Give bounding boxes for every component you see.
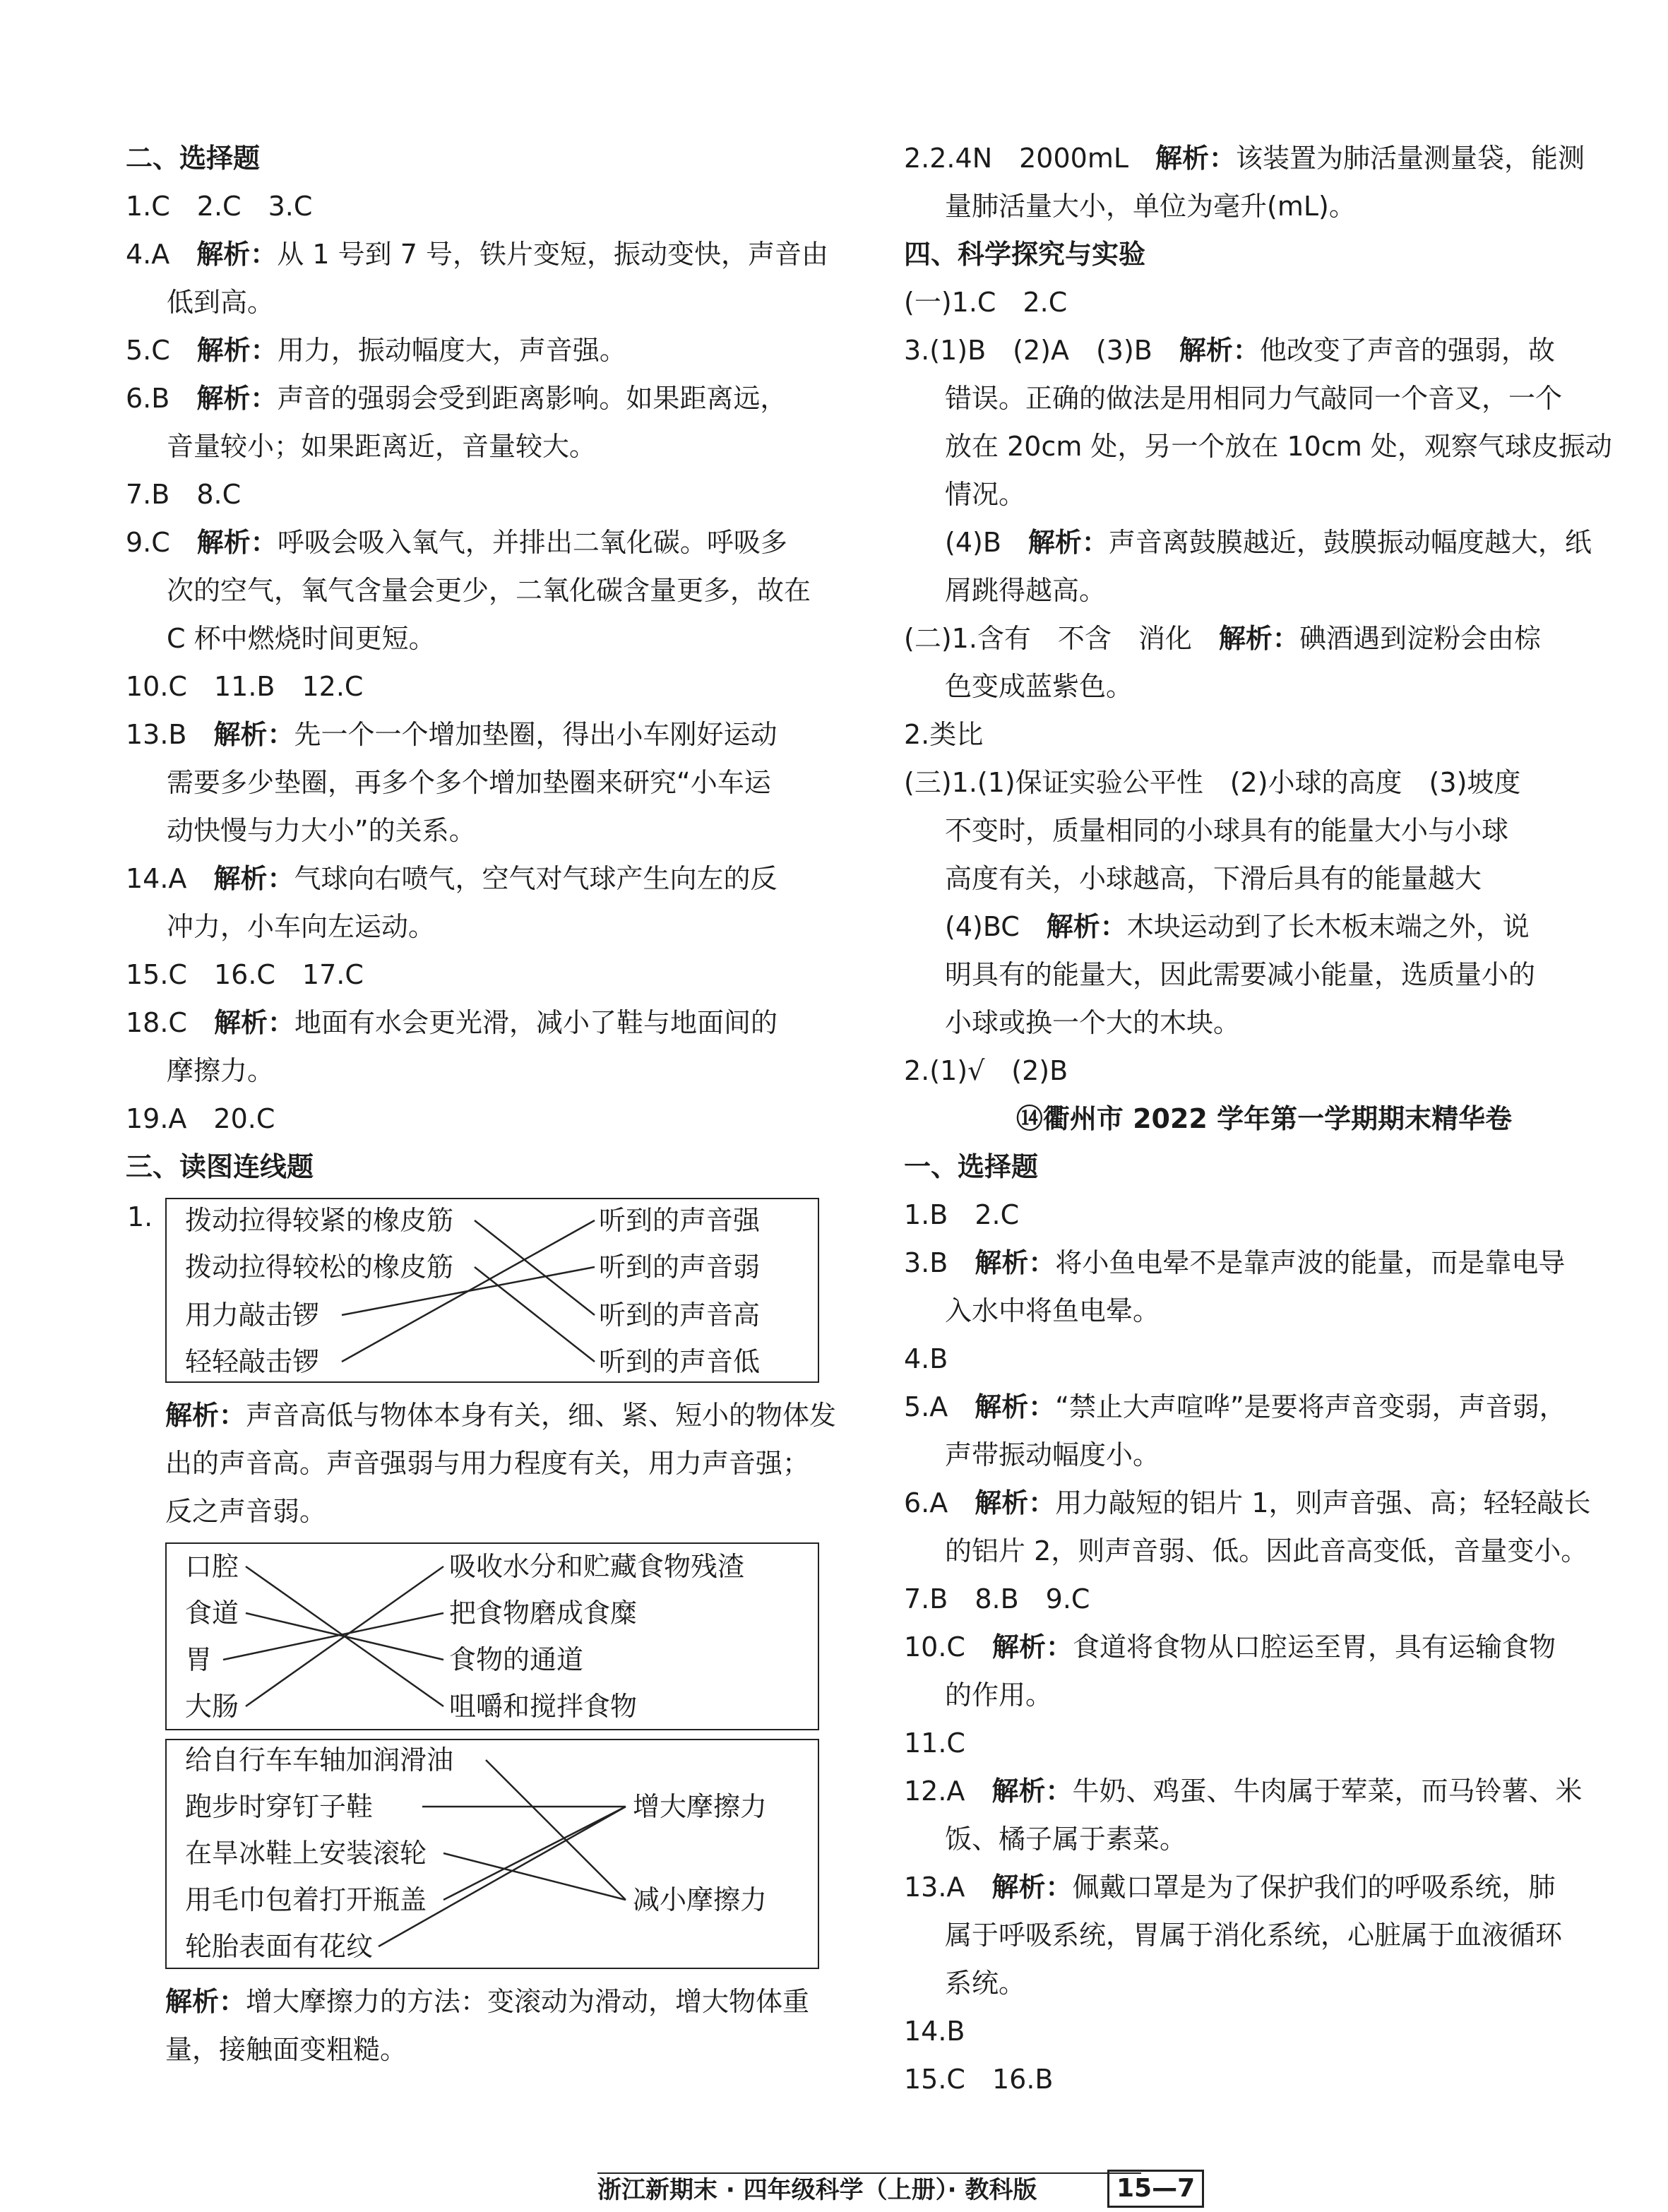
line-text: 3.B [904,1247,975,1278]
right-line [904,903,1624,951]
line-text: 2.类比 [904,719,984,750]
left-line [126,951,853,999]
line-text: 将小鱼电晕不是靠声波的能量，而是靠电导 [1055,1247,1566,1278]
line-text: 不变时，质量相同的小球具有的能量大小与小球 [945,815,1509,846]
line-text: 高度有关，小球越高，下滑后具有的能量越大 [945,863,1482,894]
connector-line [379,1807,626,1946]
match-right-item: 食物的通道 [449,1644,584,1675]
left-line [126,759,853,807]
right-line [904,999,1624,1047]
line-text: C 杯中燃烧时间更短。 [167,623,436,654]
analysis-label: 解析： [165,1986,246,2017]
left-line [126,134,853,182]
analysis-line [126,1978,853,2026]
right-line [904,662,1624,710]
match-number: 1. [127,1201,153,1232]
line-text: 放在 20cm 处，另一个放在 10cm 处，观察气球皮振动 [945,431,1612,462]
connecting-lines [167,1740,818,1968]
match-left-item: 用力敲击锣 [185,1300,320,1331]
friction-match-box [165,1739,819,1969]
line-text: 的铝片 2，则声音弱、低。因此音高变低，音量变小。 [945,1535,1588,1566]
item-number: 14.A [126,863,214,894]
line-text: 10.C 11.B 12.C [126,671,364,702]
right-line [904,759,1624,807]
line-text: 3.(1)B (2)A (3)B [904,335,1179,366]
left-line [126,807,853,855]
right-line [904,1335,1624,1383]
match-left-item: 大肠 [185,1691,239,1722]
line-text: 情况。 [945,479,1026,510]
analysis-line [126,1439,853,1487]
right-line [904,1671,1624,1719]
line-text: 地面有水会更光滑，减小了鞋与地面间的 [294,1007,778,1038]
item-number: 9.C [126,527,197,558]
right-line [904,1575,1624,1623]
line-text: (三)1.(1)保证实验公平性 (2)小球的高度 (3)坡度 [904,767,1521,798]
right-line [904,855,1624,903]
line-text: 2.(1)√ (2)B [904,1055,1068,1086]
line-text: 食道将食物从口腔运至胃，具有运输食物 [1072,1631,1556,1663]
analysis-line [126,2026,853,2074]
item-number: 4.A [126,239,197,270]
line-text: (一)1.C 2.C [904,287,1068,318]
line-text: 出的声音高。声音强弱与用力程度有关，用力声音强； [165,1448,810,1479]
right-line [904,2007,1624,2055]
line-text: 次的空气，氧气含量会更少，二氧化碳含量更多，故在 [167,575,811,606]
analysis-label: 解析： [196,527,278,558]
right-line [904,1047,1624,1095]
line-text: 冲力，小车向左运动。 [167,911,436,942]
line-text: 小球或换一个大的木块。 [945,1007,1241,1038]
match-right-item: 咀嚼和搅拌食物 [449,1691,638,1722]
analysis-label: 解析： [975,1487,1056,1518]
left-line [126,470,853,518]
analysis-label: 解析： [196,383,278,414]
item-number: 13.B [126,719,214,750]
left-line [126,230,853,278]
line-text: 声音的强弱会受到距离影响。如果距离远， [277,383,787,414]
sound-match-box [127,1198,819,1383]
line-text: 声带振动幅度小。 [945,1439,1160,1470]
left-line [126,1095,853,1143]
connector-line [443,1853,626,1900]
match-left-item: 用毛巾包着打开瓶盖 [185,1884,427,1915]
line-text: 增大摩擦力的方法：变滚动为滑动，增大物体重 [246,1986,810,2017]
line-text: 14.B [904,2016,965,2047]
right-line [904,1863,1624,1911]
analysis-label: 解析： [975,1247,1056,1278]
analysis-label: 解析： [1179,335,1260,366]
line-text: 入水中将鱼电晕。 [945,1295,1160,1326]
line-text: 5.A [904,1391,975,1422]
line-text: 1.B 2.C [904,1199,1020,1230]
match-right-item: 听到的声音低 [599,1346,761,1377]
left-line [126,566,853,614]
connector-line [443,1807,626,1900]
right-line [904,1191,1624,1239]
line-text: (4)BC [945,911,1047,942]
line-text: 从 1 号到 7 号，铁片变短，振动变快，声音由 [277,239,828,270]
left-line [126,1047,853,1095]
line-text: 反之声音弱。 [165,1496,327,1527]
line-text: 三、读图连线题 [126,1151,314,1182]
left-line [126,182,853,230]
line-text: 音量较小；如果距离近，音量较大。 [167,431,597,462]
connector-line [486,1760,626,1900]
right-line [904,614,1624,662]
page-number: 15—7 [1107,2170,1204,2208]
connector-line [475,1267,595,1362]
match-left-item: 拨动拉得较松的橡皮筋 [185,1251,454,1283]
analysis-label: 解析： [196,239,278,270]
analysis-label: 解析： [1046,911,1127,942]
connecting-lines [167,1199,818,1381]
left-line [126,326,853,374]
analysis-label: 解析： [991,1776,1073,1807]
right-line [904,2055,1624,2103]
right-line [904,518,1624,566]
line-text: 动快慢与力大小”的关系。 [167,815,476,846]
line-text: 屑跳得越高。 [945,575,1107,606]
line-text: 2.2.4N 2000mL [904,143,1156,174]
line-text: 四、科学探究与实验 [904,239,1146,270]
line-text: 先一个一个增加垫圈，得出小车刚好运动 [294,719,778,750]
analysis-line [126,1487,853,1535]
match-left-item: 口腔 [185,1551,239,1582]
line-text: 他改变了声音的强弱，故 [1259,335,1555,366]
right-line [904,1719,1624,1767]
line-text: (二)1.含有 不含 消化 [904,623,1219,654]
right-line [904,182,1624,230]
line-text: 属于呼吸系统，胃属于消化系统，心脏属于血液循环 [945,1920,1563,1951]
line-text: 的作用。 [945,1679,1053,1711]
right-line [904,1911,1624,1959]
line-text: 佩戴口罩是为了保护我们的呼吸系统，肺 [1072,1872,1556,1903]
right-line [904,1959,1624,2007]
analysis-label: 解析： [975,1391,1056,1422]
analysis-label: 解析： [991,1872,1073,1903]
right-line [904,1767,1624,1815]
left-column [126,134,853,2074]
line-text: 色变成蓝紫色。 [945,671,1133,702]
left-line [126,614,853,662]
item-number: 5.C [126,335,197,366]
right-line [904,807,1624,855]
connecting-lines [167,1544,818,1729]
left-line [126,710,853,759]
left-line [126,903,853,951]
right-line [904,278,1624,326]
match-left-item: 胃 [185,1644,213,1675]
right-line [904,1287,1624,1335]
right-line [904,1479,1624,1527]
left-line [126,518,853,566]
match-right-item: 吸收水分和贮藏食物残渣 [449,1551,745,1582]
line-text: 12.A [904,1776,992,1807]
line-text: 呼吸会吸入氧气，并排出二氧化碳。呼吸多 [277,527,787,558]
right-line [904,1239,1624,1287]
line-text: 需要多少垫圈，再多个多个增加垫圈来研究“小车运 [167,767,771,798]
line-text: 4.B [904,1343,948,1374]
left-line [126,278,853,326]
analysis-label: 解析： [1218,623,1299,654]
match-right-item: 减小摩擦力 [633,1884,768,1915]
line-text: 19.A 20.C [126,1103,275,1134]
line-text: 量，接触面变粗糙。 [165,2034,407,2065]
match-left-item: 食道 [185,1598,239,1629]
match-left-item: 给自行车车轴加润滑油 [185,1744,454,1776]
match-left-item: 轻轻敲击锣 [185,1346,320,1377]
left-line [126,422,853,470]
match-right-item: 听到的声音高 [599,1300,761,1331]
analysis-label: 解析： [213,1007,294,1038]
line-text: 气球向右喷气，空气对气球产生向左的反 [294,863,778,894]
analysis-label: 解析： [991,1631,1073,1663]
analysis-line [126,1391,853,1439]
line-text: 木块运动到了长木板末端之外，说 [1126,911,1530,942]
line-text: 一、选择题 [904,1151,1039,1182]
connector-line [342,1220,595,1362]
line-text: 低到高。 [167,287,275,318]
line-text: 1.C 2.C 3.C [126,191,313,222]
line-text: 7.B 8.B 9.C [904,1583,1090,1615]
match-right-item: 增大摩擦力 [633,1791,768,1822]
right-line [904,326,1624,374]
item-number: 6.B [126,383,197,414]
line-text: 15.C 16.B [904,2064,1054,2095]
right-line [904,1383,1624,1431]
line-text: 饭、橘子属于素菜。 [945,1824,1187,1855]
line-text: 系统。 [945,1968,1026,1999]
analysis-label: 解析： [1027,527,1109,558]
right-line [904,134,1624,182]
line-text: 牛奶、鸡蛋、牛肉属于荤菜，而马铃薯、米 [1072,1776,1583,1807]
left-line [126,855,853,903]
line-text: 声音离鼓膜越近，鼓膜振动幅度越大，纸 [1108,527,1592,558]
left-line [126,374,853,422]
line-text: 6.A [904,1487,975,1518]
right-line [904,1431,1624,1479]
match-right-item: 听到的声音强 [599,1205,761,1236]
line-text: 声音高低与物体本身有关，细、紧、短小的物体发 [246,1400,837,1431]
footer-title: 浙江新期末 · 四年级科学（上册）· 教科版 [597,2172,1141,2206]
line-text: 量肺活量大小，单位为毫升(mL)。 [945,191,1356,222]
right-column [904,134,1624,2103]
right-line [904,1095,1624,1143]
match-left-item: 轮胎表面有花纹 [185,1931,374,1962]
left-line [126,999,853,1047]
item-number: 18.C [126,1007,214,1038]
analysis-label: 解析： [196,335,278,366]
match-left-item: 跑步时穿钉子鞋 [185,1791,374,1822]
line-text: 用力敲短的铝片 1，则声音强、高；轻轻敲长 [1055,1487,1591,1518]
line-text: (4)B [945,527,1028,558]
line-text: 明具有的能量大，因此需要减小能量，选质量小的 [945,959,1536,990]
line-text: 二、选择题 [126,143,261,174]
line-text: 错误。正确的做法是用相同力气敲同一个音叉，一个 [945,383,1563,414]
line-text: 7.B 8.C [126,479,242,510]
line-text: 11.C [904,1728,965,1759]
match-left-item: 拨动拉得较紧的橡皮筋 [185,1205,454,1236]
line-text: “禁止大声喧哗”是要将声音变弱，声音弱， [1055,1391,1566,1422]
match-left-item: 在旱冰鞋上安装滚轮 [185,1838,427,1869]
digestion-match-box [165,1542,819,1730]
right-line [904,230,1624,278]
right-line [904,1623,1624,1671]
analysis-label: 解析： [1155,143,1237,174]
right-line [904,1815,1624,1863]
line-text: 10.C [904,1631,992,1663]
line-text: 该装置为肺活量测量袋，能测 [1236,143,1585,174]
right-line [904,710,1624,759]
right-line [904,422,1624,470]
match-right-item: 听到的声音弱 [599,1251,761,1283]
line-text: 15.C 16.C 17.C [126,959,364,990]
connector-line [475,1220,595,1315]
right-line [904,566,1624,614]
right-line [904,374,1624,422]
right-line [904,1527,1624,1575]
line-text: 摩擦力。 [167,1055,275,1086]
line-text: ⑭衢州市 2022 学年第一学期期末精华卷 [1015,1103,1513,1134]
line-text: 13.A [904,1872,992,1903]
left-line [126,662,853,710]
analysis-label: 解析： [165,1400,246,1431]
left-line [126,1143,853,1191]
right-line [904,470,1624,518]
line-text: 用力，振动幅度大，声音强。 [277,335,626,366]
line-text: 碘酒遇到淀粉会由棕 [1299,623,1541,654]
match-right-item: 把食物磨成食糜 [449,1598,638,1629]
right-line [904,951,1624,999]
right-line [904,1143,1624,1191]
analysis-label: 解析： [213,863,294,894]
analysis-label: 解析： [213,719,294,750]
